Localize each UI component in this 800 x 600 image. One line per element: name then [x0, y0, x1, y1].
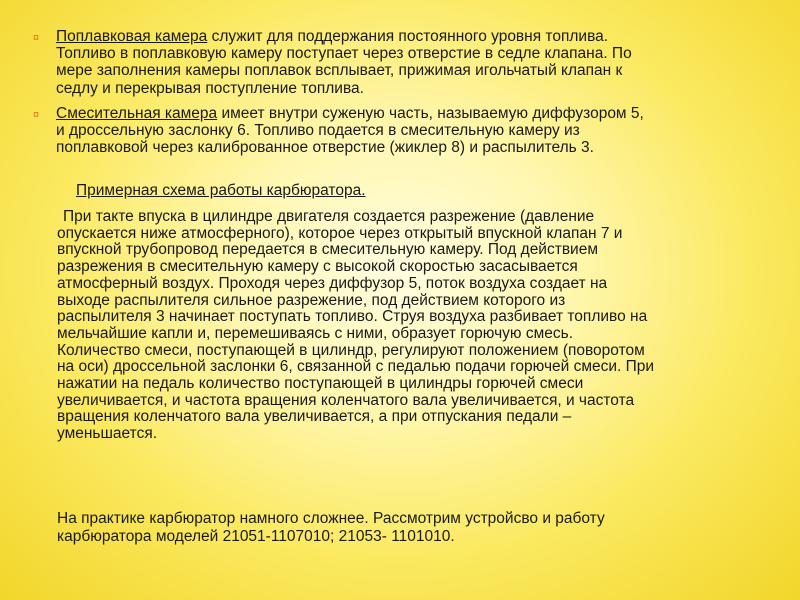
- section-heading: Примерная схема работы карбюратора.: [76, 182, 366, 199]
- paragraph-line: вращения коленчатого вала увеличивается, а при отпускания педали –: [57, 408, 572, 426]
- term-mixing-chamber: Смесительная камера: [56, 105, 218, 122]
- paragraph-line: на оси) дроссельной заслонки 6, связанной с педалью подачи горючей смеси. При: [57, 358, 655, 376]
- bullet-line: и дроссельную заслонку 6. Топливо подается в смесительную камеру из: [56, 122, 580, 140]
- paragraph-line: Количество смеси, поступающей в цилиндр, регулируют положением (поворотом: [57, 341, 645, 359]
- paragraph-line: При такте впуска в цилиндре двигателя создается разрежение (давление: [63, 208, 595, 225]
- closing-line: карбюратора моделей 21051-1107010; 21053- 1101010.: [57, 528, 455, 545]
- closing-line: На практике карбюратор намного сложнее. Рассмотрим устройсво и работу: [57, 510, 605, 527]
- bullet-line: мере заполнения камеры поплавок всплывает, прижимая игольчатый клапан к: [56, 62, 623, 80]
- paragraph-line: разрежения в смесительную камеру с высокой скоростью засасывается: [57, 258, 578, 276]
- bullet-marker-icon: ¤: [33, 109, 40, 121]
- paragraph-line: впускной трубопровод передается в смесительную камеру. Под действием: [57, 241, 598, 259]
- paragraph-line: мельчайшие капли и, перемешиваясь с ними, образует горючую смесь.: [57, 324, 574, 342]
- bullet-marker-icon: ¤: [33, 32, 40, 44]
- bullet-line: седлу и перекрывая поступление топлива.: [56, 79, 364, 97]
- body-paragraph: [57, 209, 777, 443]
- closing-paragraph: [57, 510, 757, 546]
- bullet-text: [56, 28, 756, 97]
- paragraph-line: увеличивается, и частота вращения коленчатого вала увеличивается, и частота: [57, 391, 635, 409]
- paragraph-line: выходе распылителя сильное разрежение, под действием которого из: [57, 291, 566, 309]
- paragraph-line: распылителя 3 начинает поступать топливо. Струя воздуха разбивает топливо на: [57, 308, 648, 326]
- paragraph-line: уменьшается.: [57, 425, 158, 443]
- bullet-line: имеет внутри суженую часть, называемую диффузором 5,: [217, 105, 644, 122]
- bullet-line: Топливо в поплавковую камеру поступает через отверстие в седле клапана. По: [56, 45, 632, 63]
- paragraph-line: атмосферный воздух. Проходя через диффузор 5, поток воздуха создает на: [57, 274, 608, 292]
- term-float-chamber: Поплавковая камера: [56, 28, 208, 45]
- bullet-text: [56, 105, 756, 157]
- paragraph-line: опускается ниже атмосферного), которое через открытый впускной клапан 7 и: [57, 224, 623, 242]
- bullet-line: служит для поддержания постоянного уровня топлива.: [207, 28, 609, 45]
- bullet-line: поплавковой через калиброванное отверстие (жиклер 8) и распылитель 3.: [56, 139, 594, 157]
- paragraph-line: нажатии на педаль количество поступающей в цилиндры горючей смеси: [57, 375, 584, 393]
